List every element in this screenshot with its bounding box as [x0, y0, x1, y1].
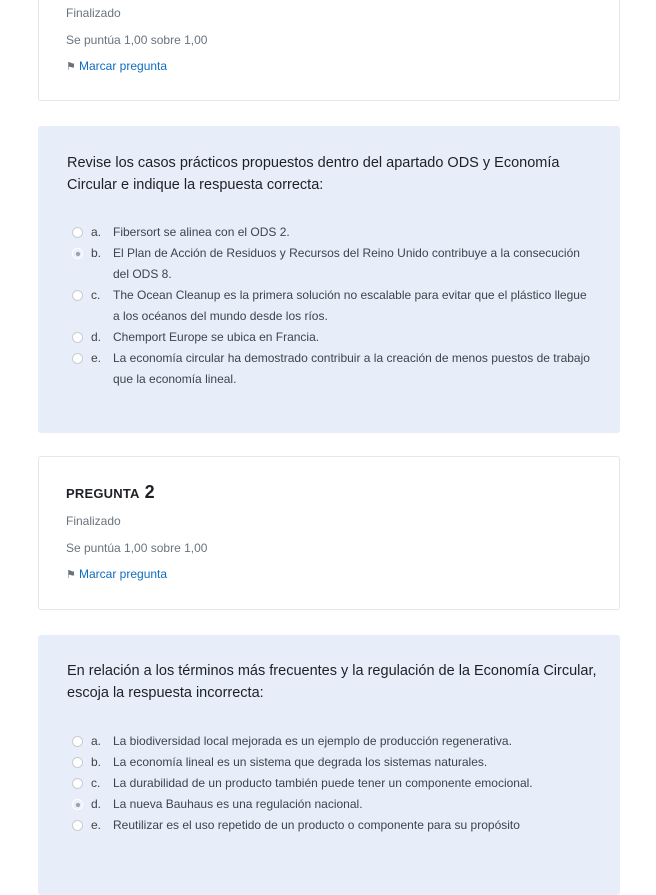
answer-letter: c. — [91, 288, 101, 302]
answer-text: El Plan de Acción de Residuos y Recursos del Reino Unido contribuye a la consecución del ODS 8. — [113, 246, 580, 281]
answer-radio[interactable] — [72, 290, 83, 301]
answer-radio[interactable] — [72, 353, 83, 364]
answer-text: Fibersort se alinea con el ODS 2. — [113, 225, 290, 239]
question-text: Revise los casos prácticos propuestos dentro del apartado ODS y Economía Circular e indique la respuesta correcta: — [67, 155, 560, 193]
answer-letter: a. — [91, 734, 102, 748]
answer-text: Reutilizar es el uso repetido de un producto o componente para su propósito — [113, 818, 520, 832]
answer-radio[interactable] — [72, 778, 83, 789]
answer-option[interactable] — [72, 243, 592, 285]
answer-letter: b. — [91, 246, 102, 260]
answer-text: La economía circular ha demostrado contribuir a la creación de menos puestos de trabajo que la economía lineal. — [113, 351, 590, 386]
answer-radio[interactable] — [72, 736, 83, 747]
answer-letter: e. — [91, 351, 102, 365]
answer-option[interactable] — [72, 773, 592, 794]
answer-text: La economía lineal es un sistema que degrada los sistemas naturales. — [113, 755, 488, 769]
question-text: En relación a los términos más frecuentes y la regulación de la Economía Circular, escoja la respuesta incorrecta: — [67, 663, 597, 701]
answer-radio[interactable] — [72, 757, 83, 768]
flag-question-link[interactable] — [66, 59, 167, 73]
flag-icon: ⚑ — [66, 569, 76, 581]
answer-radio[interactable] — [72, 248, 83, 259]
answer-list — [72, 731, 592, 836]
answer-option[interactable] — [72, 222, 592, 243]
question-2-content — [38, 635, 620, 895]
question-grade: Se puntúa 1,00 sobre 1,00 — [66, 541, 208, 555]
answer-option[interactable] — [72, 794, 592, 815]
answer-option[interactable] — [72, 348, 592, 390]
answer-letter: d. — [91, 797, 102, 811]
answer-letter: d. — [91, 330, 102, 344]
answer-letter: e. — [91, 818, 102, 832]
flag-icon: ⚑ — [66, 61, 76, 73]
answer-text: La durabilidad de un producto también puede tener un componente emocional. — [113, 776, 533, 790]
question-1-content — [38, 126, 620, 433]
question-state: Finalizado — [66, 6, 121, 20]
answer-radio[interactable] — [72, 227, 83, 238]
answer-option[interactable] — [72, 327, 592, 348]
answer-letter: b. — [91, 755, 102, 769]
answer-text: Chemport Europe se ubica en Francia. — [113, 330, 320, 344]
answer-letter: c. — [91, 776, 101, 790]
question-grade: Se puntúa 1,00 sobre 1,00 — [66, 33, 208, 47]
answer-radio[interactable] — [72, 332, 83, 343]
answer-text: La nueva Bauhaus es una regulación nacional. — [113, 797, 363, 811]
flag-question-link[interactable] — [66, 567, 167, 581]
answer-option[interactable] — [72, 815, 592, 836]
answer-radio[interactable] — [72, 799, 83, 810]
answer-letter: a. — [91, 225, 102, 239]
flag-question-label: Marcar pregunta — [79, 59, 168, 73]
answer-option[interactable] — [72, 285, 592, 327]
answer-text: La biodiversidad local mejorada es un ejemplo de producción regenerativa. — [113, 734, 512, 748]
question-label: PREGUNTA — [66, 486, 140, 501]
answer-radio[interactable] — [72, 820, 83, 831]
question-1-info-card — [38, 0, 620, 101]
answer-list — [72, 222, 592, 390]
answer-option[interactable] — [72, 752, 592, 773]
answer-text: The Ocean Cleanup es la primera solución no escalable para evitar que el plástico llegue a los océanos del mundo desde los ríos. — [113, 288, 587, 323]
answer-option[interactable] — [72, 731, 592, 752]
question-number — [66, 482, 155, 503]
question-state: Finalizado — [66, 514, 121, 528]
flag-question-label: Marcar pregunta — [79, 567, 168, 581]
question-number-value: 2 — [144, 482, 155, 502]
question-2-info-card — [38, 456, 620, 610]
